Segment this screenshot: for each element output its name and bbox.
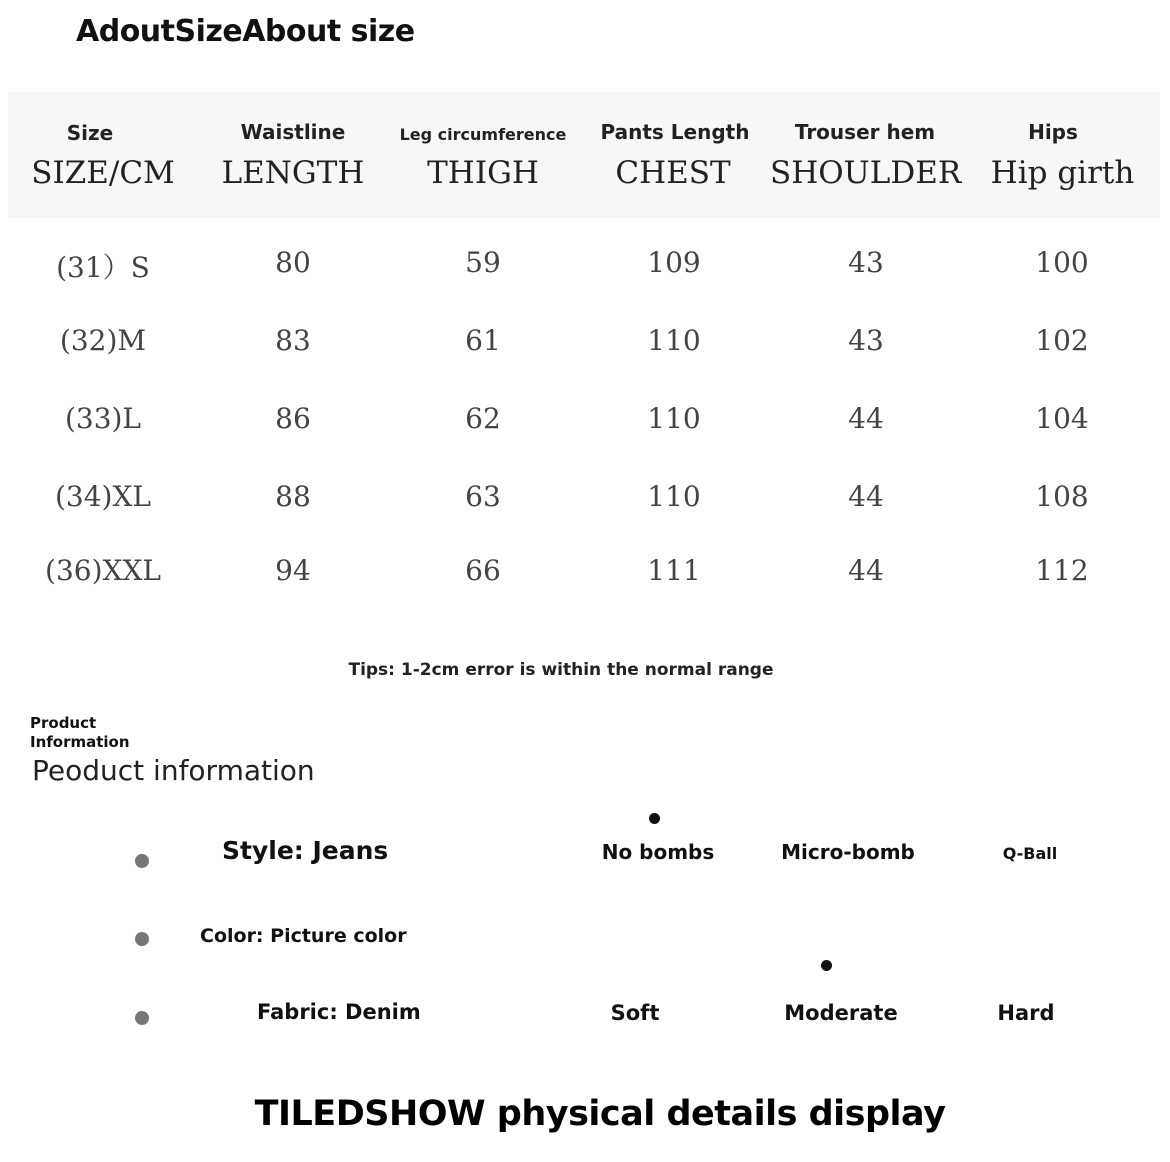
table-cell: 104: [1035, 402, 1089, 435]
col-header-trouser-hem: Trouser hem: [794, 120, 936, 144]
tips-note: Tips: 1-2cm error is within the normal range: [348, 660, 774, 680]
table-cell: 112: [1035, 554, 1089, 587]
table-cell: 61: [465, 324, 501, 357]
bullet-icon: [135, 1011, 149, 1025]
table-cell: 59: [465, 246, 501, 279]
fabric-value: Fabric: Denim: [257, 1000, 421, 1024]
col-header-size: Size: [66, 121, 114, 145]
table-cell: 102: [1035, 324, 1089, 357]
table-cell: 88: [275, 480, 311, 513]
table-cell: 44: [848, 402, 884, 435]
color-value: Color: Picture color: [200, 925, 407, 947]
table-cell: 110: [647, 324, 701, 357]
size-cell: (31）S: [56, 251, 150, 284]
table-cell: 94: [275, 554, 311, 587]
table-cell: 111: [647, 554, 701, 587]
table-cell: 110: [647, 480, 701, 513]
elasticity-option-q-ball: Q-Ball: [1002, 844, 1058, 863]
table-cell: 44: [848, 480, 884, 513]
col-sub-length: LENGTH: [221, 155, 365, 191]
table-cell: 86: [275, 402, 311, 435]
page-title: AdoutSizeAbout size: [76, 14, 415, 49]
col-sub-thigh: THIGH: [427, 155, 539, 191]
thickness-option-hard: Hard: [997, 1001, 1055, 1025]
product-info-title: Peoduct information: [32, 754, 315, 787]
thickness-selected-marker: [821, 960, 832, 971]
col-sub-chest: CHEST: [615, 155, 731, 191]
size-cell: (33)L: [64, 402, 142, 435]
table-cell: 62: [465, 402, 501, 435]
size-cell: (32)M: [59, 324, 147, 357]
thickness-option-moderate: Moderate: [784, 1001, 898, 1025]
product-info-label: Product Information: [30, 714, 130, 751]
table-cell: 43: [848, 324, 884, 357]
thickness-option-soft: Soft: [610, 1001, 660, 1025]
elasticity-selected-marker: [649, 813, 660, 824]
col-sub-size: SIZE/CM: [31, 155, 175, 191]
elasticity-option-no-bombs: No bombs: [601, 840, 715, 864]
bullet-icon: [135, 854, 149, 868]
table-cell: 100: [1035, 246, 1089, 279]
table-cell: 83: [275, 324, 311, 357]
col-sub-hip-girth: Hip girth: [990, 155, 1135, 191]
col-header-leg: Leg circumference: [399, 125, 567, 144]
col-sub-shoulder: SHOULDER: [770, 155, 962, 191]
size-cell: (34)XL: [54, 480, 151, 513]
elasticity-option-micro-bomb: Micro-bomb: [781, 840, 915, 864]
col-header-hips: Hips: [1028, 120, 1078, 144]
bullet-icon: [135, 932, 149, 946]
footer-title: TILEDSHOW physical details display: [254, 1094, 946, 1134]
col-header-pants-length: Pants Length: [600, 120, 750, 144]
table-cell: 44: [848, 554, 884, 587]
table-cell: 66: [465, 554, 501, 587]
table-cell: 110: [647, 402, 701, 435]
table-cell: 43: [848, 246, 884, 279]
table-cell: 109: [647, 246, 701, 279]
col-header-waistline: Waistline: [240, 120, 346, 144]
table-cell: 80: [275, 246, 311, 279]
style-value: Style: Jeans: [222, 836, 389, 865]
size-cell: (36)XXL: [45, 554, 161, 587]
table-cell: 108: [1035, 480, 1089, 513]
table-cell: 63: [465, 480, 501, 513]
